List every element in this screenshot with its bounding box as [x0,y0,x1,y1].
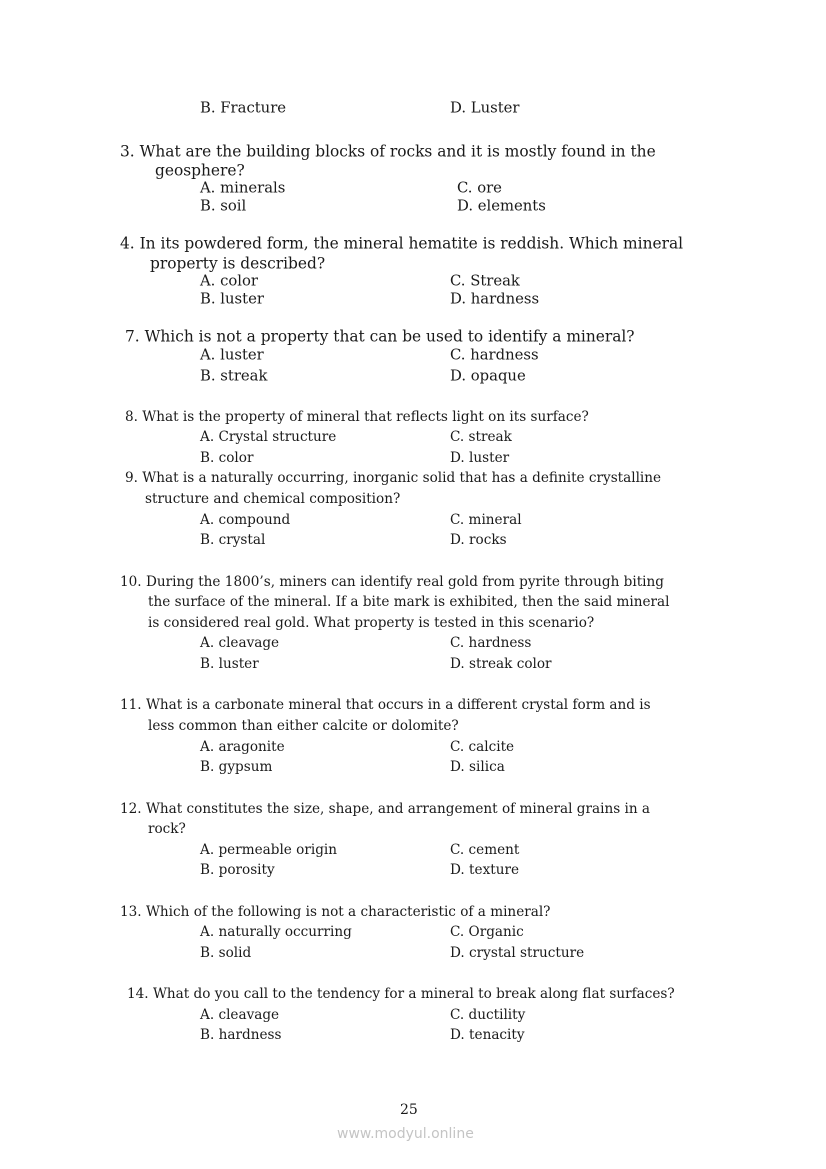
question-text: the surface of the mineral. If a bite mark is exhibited, then the said mineral [148,594,670,611]
option-d: D. crystal structure [450,945,585,962]
page-number: 25 [400,1102,418,1118]
option-a: A. aragonite [200,739,285,756]
question-text: is considered real gold. What property is tested in this scenario? [148,615,595,632]
option-c: C. mineral [450,512,522,529]
option-d: D. hardness [450,290,540,308]
option-c: C. ductility [450,1007,526,1024]
option-c: C. Streak [450,272,520,290]
option-b: B. hardness [200,1027,282,1044]
question-text: 9. What is a naturally occurring, inorganic solid that has a definite crystalline [125,470,662,487]
option-c: C. ore [457,179,502,197]
option-b: B. streak [200,367,268,385]
option-d: D. rocks [450,532,507,549]
option-b: B. crystal [200,532,266,549]
option-a: A. cleavage [200,635,280,652]
question-text: 14. What do you call to the tendency for a mineral to break along flat surfaces? [127,986,675,1003]
option-a: A. luster [200,346,264,364]
option-d: D. opaque [450,367,526,385]
option-b: B. luster [200,656,259,673]
question-text: property is described? [150,254,326,273]
question-text: 13. Which of the following is not a characteristic of a mineral? [120,904,551,921]
question-text: 11. What is a carbonate mineral that occurs in a different crystal form and is [120,697,651,714]
question-text: geosphere? [155,161,245,180]
option-d: D. tenacity [450,1027,525,1044]
question-text: less common than either calcite or dolomite? [148,718,459,735]
prev-option-b: B. Fracture [200,99,287,117]
option-d: D. streak color [450,656,552,673]
option-c: C. cement [450,842,520,859]
question-text: 7. Which is not a property that can be used to identify a mineral? [125,327,635,346]
question-text: 12. What constitutes the size, shape, and arrangement of mineral grains in a [120,801,651,818]
watermark: www.modyul.online [337,1126,474,1142]
option-d: D. silica [450,759,505,776]
question-text: structure and chemical composition? [145,491,401,508]
question-text: 10. During the 1800’s, miners can identify real gold from pyrite through biting [120,574,664,591]
option-b: B. color [200,450,254,467]
option-a: A. compound [200,512,291,529]
option-d: D. elements [457,197,546,215]
option-a: A. Crystal structure [200,429,337,446]
option-a: A. cleavage [200,1007,280,1024]
option-a: A. color [200,272,259,290]
option-d: D. luster [450,450,510,467]
question-text: rock? [148,821,186,838]
option-b: B. soil [200,197,247,215]
option-c: C. hardness [450,635,532,652]
question-text: 4. In its powdered form, the mineral hematite is reddish. Which mineral [120,234,684,253]
option-b: B. porosity [200,862,275,879]
option-c: C. hardness [450,346,539,364]
option-c: C. Organic [450,924,524,941]
option-a: A. naturally occurring [200,924,352,941]
option-b: B. gypsum [200,759,273,776]
option-c: C. calcite [450,739,515,756]
question-text: 3. What are the building blocks of rocks and it is mostly found in the [120,142,656,161]
option-c: C. streak [450,429,512,446]
option-b: B. solid [200,945,252,962]
prev-option-d: D. Luster [450,99,520,117]
option-a: A. minerals [200,179,286,197]
question-text: 8. What is the property of mineral that reflects light on its surface? [125,409,589,426]
option-d: D. texture [450,862,519,879]
option-a: A. permeable origin [200,842,337,859]
option-b: B. luster [200,290,264,308]
